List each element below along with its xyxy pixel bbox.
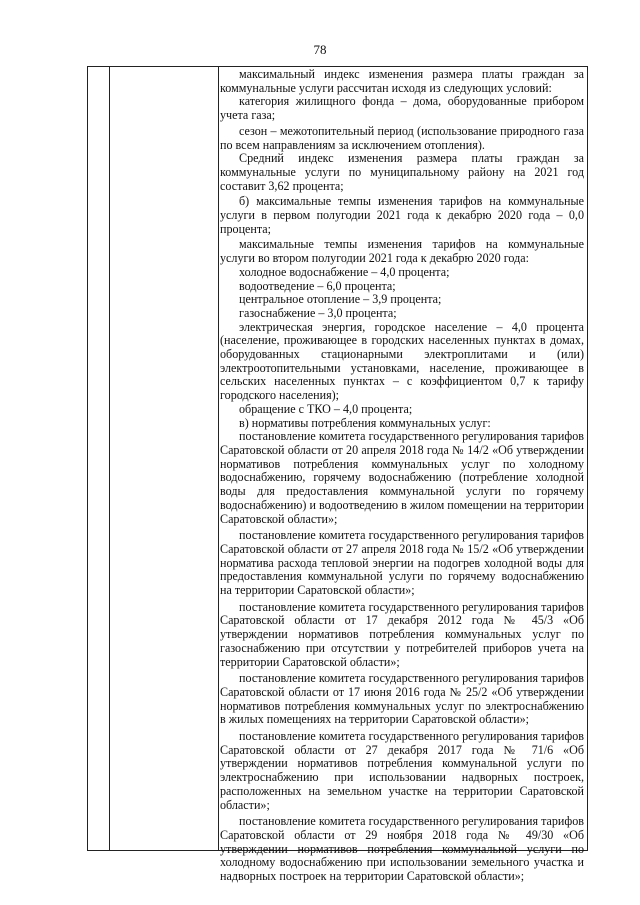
document-table — [87, 66, 588, 884]
column-divider-2 — [218, 67, 219, 850]
paragraph: постановление комитета государственного регулирования тарифов Саратовской области от 27 декабря 2017 года № 71/6 «Об утверждении нормативов потребления коммунальной услуги по электроснабжению при использовании надворных построек, расположенных на земельном участке на территории Саратовской области»; — [220, 729, 584, 812]
paragraph: обращение с ТКО – 4,0 процента; — [239, 401, 413, 416]
page-number: 78 — [313, 42, 327, 57]
paragraph: категория жилищного фонда – дома, оборудованные прибором учета газа; — [220, 94, 584, 123]
paragraph: водоотведение – 6,0 процента; — [239, 278, 396, 293]
paragraph: холодное водоснабжение – 4,0 процента; — [239, 264, 450, 279]
column-divider-1 — [109, 67, 110, 850]
paragraph: постановление комитета государственного регулирования тарифов Саратовской области от 17 декабря 2012 года № 45/3 «Об утверждении нормативов потребления коммунальных услуг по газоснабжению при отсутствии у потребителей приборов учета на территории Саратовской области»; — [220, 599, 584, 669]
paragraph: постановление комитета государственного регулирования тарифов Саратовской области от 17 июня 2016 года № 25/2 «Об утверждении нормативов потребления коммунальных услуг по электроснабжению в жилых помещениях на территории Саратовской области»; — [220, 671, 584, 727]
paragraph: газоснабжение – 3,0 процента; — [239, 305, 397, 320]
text-cell — [220, 68, 584, 884]
paragraph: постановление комитета государственного регулирования тарифов Саратовской области от 29 ноября 2018 года № 49/30 «Об утверждении нормативов потребления коммунальной услуги по холодному водоснабжению при использовании земельного участка и надворных построек на территории Саратовской области»; — [220, 814, 584, 884]
paragraph: постановление комитета государственного регулирования тарифов Саратовской области от 20 апреля 2018 года № 14/2 «Об утверждении нормативов потребления коммунальных услуг по холодному водоснабжению, горячему водоснабжению (потребление холодной воды для предоставления коммунальной услуги по горячему водоснабжению) и водоотведению в жилом помещении на территории Саратовской области»; — [220, 429, 584, 526]
paragraph: в) нормативы потребления коммунальных услуг: — [239, 415, 491, 430]
paragraph: постановление комитета государственного регулирования тарифов Саратовской области от 27 апреля 2018 года № 15/2 «Об утверждении норматива расхода тепловой энергии на подогрев холодной воды для предоставления коммунальной услуги по горячему водоснабжению на территории Саратовской области»; — [220, 528, 584, 598]
paragraph: максимальный индекс изменения размера платы граждан за коммунальные услуги рассчитан исходя из следующих условий: — [220, 67, 584, 95]
paragraph: сезон – межотопительный период (использование природного газа по всем направлениям за исключением отопления). — [220, 123, 584, 152]
paragraph: максимальные темпы изменения тарифов на коммунальные услуги во втором полугодии 2021 года к декабрю 2020 года: — [220, 237, 584, 266]
paragraph: Средний индекс изменения размера платы граждан за коммунальные услуги по муниципальному району на 2021 год составит 3,62 процента; — [220, 151, 584, 193]
paragraph: б) максимальные темпы изменения тарифов на коммунальные услуги в первом полугодии 2021 года к декабрю 2020 года – 0,0 процента; — [220, 194, 584, 236]
paragraph: электрическая энергия, городское население – 4,0 процента (население, проживающее в городских населенных пунктах в домах, оборудованных стационарными электроплитами и (или) электроотопительными установками, население, проживающее в сельских населенных пунктах – с коэффициентом 0,7 к тарифу городского населения); — [220, 319, 584, 403]
paragraph: центральное отопление – 3,9 процента; — [239, 292, 442, 307]
